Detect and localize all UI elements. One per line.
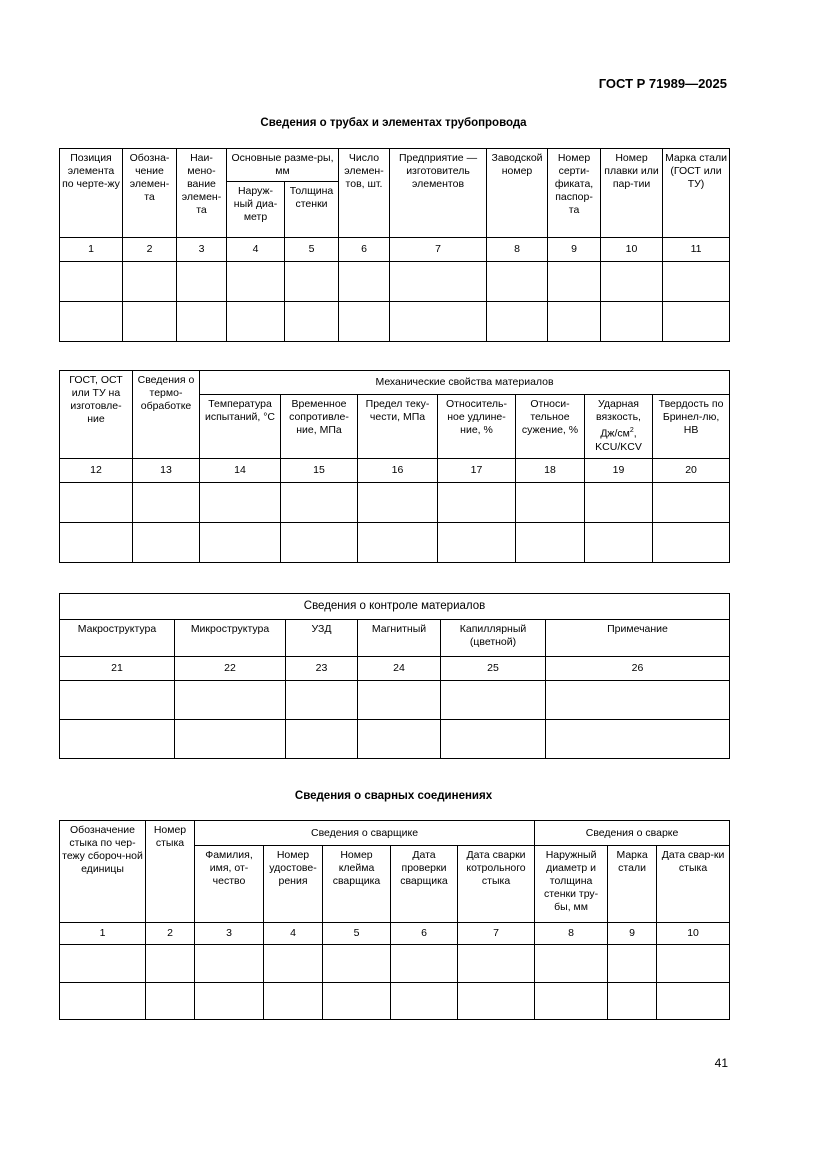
empty-cell[interactable] — [391, 983, 458, 1020]
table-row — [60, 483, 730, 523]
col-number: 11 — [663, 238, 730, 262]
empty-cell[interactable] — [323, 945, 391, 983]
empty-cell[interactable] — [60, 681, 175, 720]
col-number: 9 — [548, 238, 601, 262]
pipes-col-manufacturer: Предприятие — изготовитель элементов — [390, 149, 487, 238]
pipes-table — [59, 148, 730, 342]
mech-col-standard: ГОСТ, ОСТ или ТУ на изготовле-ние — [60, 371, 133, 459]
pipes-col-name: Наи-мено-вание элемен-та — [177, 149, 227, 238]
mech-col-impact-toughness — [585, 395, 653, 459]
control-col-ultrasonic: УЗД — [286, 620, 358, 657]
empty-cell[interactable] — [546, 681, 730, 720]
empty-cell[interactable] — [548, 302, 601, 342]
empty-cell[interactable] — [608, 983, 657, 1020]
empty-cell[interactable] — [663, 262, 730, 302]
empty-cell[interactable] — [60, 483, 133, 523]
col-number: 21 — [60, 657, 175, 681]
pipes-col-heat-number: Номер плавки или пар-тии — [601, 149, 663, 238]
welds-col-check-date: Дата проверки сварщика — [391, 846, 458, 923]
impact-label-sup: 2 — [629, 427, 634, 434]
impact-label-a: Ударная вязкость, Дж/см — [596, 398, 641, 440]
col-number: 19 — [585, 459, 653, 483]
col-number: 12 — [60, 459, 133, 483]
impact-label-b: , KCU/KCV — [595, 427, 642, 453]
pipes-section-title: Сведения о трубах и элементах трубопровода — [260, 117, 527, 129]
mech-col-elongation: Относитель-ное удлине-ние, % — [438, 395, 516, 459]
table-row — [60, 302, 730, 342]
control-col-note: Примечание — [546, 620, 730, 657]
empty-cell[interactable] — [146, 945, 195, 983]
empty-cell[interactable] — [60, 302, 123, 342]
col-number: 10 — [601, 238, 663, 262]
empty-cell[interactable] — [175, 681, 286, 720]
mechanical-table — [59, 370, 730, 563]
empty-cell[interactable] — [339, 302, 390, 342]
welds-col-joint-number: Номер стыка — [146, 821, 195, 923]
col-number: 15 — [281, 459, 358, 483]
empty-cell[interactable] — [601, 302, 663, 342]
col-number: 4 — [227, 238, 285, 262]
empty-cell[interactable] — [227, 262, 285, 302]
empty-cell[interactable] — [663, 302, 730, 342]
control-col-capillary: Капиллярный (цветной) — [441, 620, 546, 657]
empty-cell[interactable] — [358, 483, 438, 523]
welds-col-control-date: Дата сварки котрольного стыка — [458, 846, 535, 923]
empty-cell[interactable] — [339, 262, 390, 302]
mech-col-tensile-strength: Временное сопротивле-ние, МПа — [281, 395, 358, 459]
empty-cell[interactable] — [133, 523, 200, 563]
empty-cell[interactable] — [653, 483, 730, 523]
empty-cell[interactable] — [60, 523, 133, 563]
col-number: 22 — [175, 657, 286, 681]
control-col-microstructure: Микроструктура — [175, 620, 286, 657]
empty-cell[interactable] — [123, 262, 177, 302]
empty-cell[interactable] — [458, 945, 535, 983]
empty-cell[interactable] — [323, 983, 391, 1020]
pipes-col-steel-grade: Марка стали (ГОСТ или ТУ) — [663, 149, 730, 238]
control-section-title: Сведения о контроле материалов — [60, 594, 730, 620]
empty-cell[interactable] — [585, 483, 653, 523]
welds-col-joint-designation: Обозначение стыка по чер-тежу сбороч-ной единицы — [60, 821, 146, 923]
table-row — [60, 945, 730, 983]
empty-cell[interactable] — [195, 983, 264, 1020]
empty-cell[interactable] — [487, 262, 548, 302]
empty-cell[interactable] — [358, 720, 441, 759]
empty-cell[interactable] — [441, 681, 546, 720]
empty-cell[interactable] — [60, 945, 146, 983]
pipes-col-position: Позиция элемента по черте-жу — [60, 149, 123, 238]
pipes-col-wall-thickness: Толщина стенки — [285, 182, 339, 238]
col-number: 1 — [60, 923, 146, 945]
standard-code: ГОСТ Р 71989—2025 — [598, 76, 727, 91]
empty-cell[interactable] — [458, 983, 535, 1020]
col-number: 3 — [177, 238, 227, 262]
pipes-col-factory-number: Заводской номер — [487, 149, 548, 238]
empty-cell[interactable] — [438, 523, 516, 563]
empty-cell[interactable] — [133, 483, 200, 523]
col-number: 10 — [657, 923, 730, 945]
empty-cell[interactable] — [285, 262, 339, 302]
empty-cell[interactable] — [281, 483, 358, 523]
empty-cell[interactable] — [281, 523, 358, 563]
table-row — [60, 523, 730, 563]
welds-group-welding: Сведения о сварке — [535, 821, 730, 846]
welds-table — [59, 820, 730, 1020]
empty-cell[interactable] — [200, 483, 281, 523]
col-number: 18 — [516, 459, 585, 483]
welds-col-weld-date: Дата свар-ки стыка — [657, 846, 730, 923]
col-number: 13 — [133, 459, 200, 483]
col-number: 1 — [60, 238, 123, 262]
empty-cell[interactable] — [535, 945, 608, 983]
empty-cell[interactable] — [535, 983, 608, 1020]
table-row — [60, 983, 730, 1020]
col-number: 7 — [390, 238, 487, 262]
col-number: 26 — [546, 657, 730, 681]
col-number: 2 — [123, 238, 177, 262]
col-number: 6 — [391, 923, 458, 945]
welds-col-full-name: Фамилия, имя, от-чество — [195, 846, 264, 923]
empty-cell[interactable] — [585, 523, 653, 563]
empty-cell[interactable] — [438, 483, 516, 523]
mech-group-properties: Механические свойства материалов — [200, 371, 730, 395]
welds-col-stamp: Номер клейма сварщика — [323, 846, 391, 923]
page-number: 41 — [714, 1056, 728, 1070]
welds-col-steel-grade: Марка стали — [608, 846, 657, 923]
empty-cell[interactable] — [227, 302, 285, 342]
table-row — [60, 720, 730, 759]
empty-cell[interactable] — [175, 720, 286, 759]
col-number: 17 — [438, 459, 516, 483]
empty-cell[interactable] — [286, 681, 358, 720]
welds-col-certificate: Номер удостове-рения — [264, 846, 323, 923]
welds-section-title: Сведения о сварных соединениях — [294, 790, 493, 802]
empty-cell[interactable] — [391, 945, 458, 983]
mech-col-brinell-hardness: Твердость по Бринел-лю, НВ — [653, 395, 730, 459]
empty-cell[interactable] — [657, 983, 730, 1020]
mech-col-heat-treatment: Сведения о термо-обработке — [133, 371, 200, 459]
empty-cell[interactable] — [264, 945, 323, 983]
empty-cell[interactable] — [608, 945, 657, 983]
mech-col-test-temperature: Температура испытаний, °С — [200, 395, 281, 459]
welds-group-welder: Сведения о сварщике — [195, 821, 535, 846]
pipes-col-outer-diameter: Наруж-ный диа-метр — [227, 182, 285, 238]
pipes-group-dimensions: Основные разме-ры, мм — [227, 149, 339, 182]
empty-cell[interactable] — [177, 262, 227, 302]
mech-col-yield-strength: Предел теку-чести, МПа — [358, 395, 438, 459]
empty-cell[interactable] — [441, 720, 546, 759]
table-row — [60, 681, 730, 720]
pipes-col-count: Число элемен-тов, шт. — [339, 149, 390, 238]
col-number: 3 — [195, 923, 264, 945]
empty-cell[interactable] — [195, 945, 264, 983]
col-number: 9 — [608, 923, 657, 945]
empty-cell[interactable] — [516, 523, 585, 563]
col-number: 25 — [441, 657, 546, 681]
empty-cell[interactable] — [390, 302, 487, 342]
empty-cell[interactable] — [601, 262, 663, 302]
empty-cell[interactable] — [123, 302, 177, 342]
empty-cell[interactable] — [546, 720, 730, 759]
welds-col-pipe-size: Наружный диаметр и толщина стенки тру-бы, мм — [535, 846, 608, 923]
empty-cell[interactable] — [653, 523, 730, 563]
col-number: 2 — [146, 923, 195, 945]
pipes-col-designation: Обозна-чение элемен-та — [123, 149, 177, 238]
empty-cell[interactable] — [264, 983, 323, 1020]
col-number: 14 — [200, 459, 281, 483]
mech-col-reduction: Относи-тельное сужение, % — [516, 395, 585, 459]
col-number: 16 — [358, 459, 438, 483]
table-row — [60, 262, 730, 302]
col-number: 6 — [339, 238, 390, 262]
col-number: 8 — [535, 923, 608, 945]
col-number: 5 — [323, 923, 391, 945]
col-number: 5 — [285, 238, 339, 262]
col-number: 8 — [487, 238, 548, 262]
empty-cell[interactable] — [487, 302, 548, 342]
empty-cell[interactable] — [390, 262, 487, 302]
empty-cell[interactable] — [516, 483, 585, 523]
empty-cell[interactable] — [60, 983, 146, 1020]
empty-cell[interactable] — [548, 262, 601, 302]
col-number: 20 — [653, 459, 730, 483]
empty-cell[interactable] — [177, 302, 227, 342]
empty-cell[interactable] — [358, 523, 438, 563]
control-table — [59, 593, 730, 759]
empty-cell[interactable] — [657, 945, 730, 983]
pipes-col-certificate: Номер серти-фиката, паспор-та — [548, 149, 601, 238]
empty-cell[interactable] — [146, 983, 195, 1020]
col-number: 23 — [286, 657, 358, 681]
col-number: 24 — [358, 657, 441, 681]
col-number: 7 — [458, 923, 535, 945]
empty-cell[interactable] — [285, 302, 339, 342]
empty-cell[interactable] — [286, 720, 358, 759]
control-col-magnetic: Магнитный — [358, 620, 441, 657]
empty-cell[interactable] — [358, 681, 441, 720]
col-number: 4 — [264, 923, 323, 945]
control-col-macrostructure: Макроструктура — [60, 620, 175, 657]
empty-cell[interactable] — [200, 523, 281, 563]
empty-cell[interactable] — [60, 720, 175, 759]
empty-cell[interactable] — [60, 262, 123, 302]
